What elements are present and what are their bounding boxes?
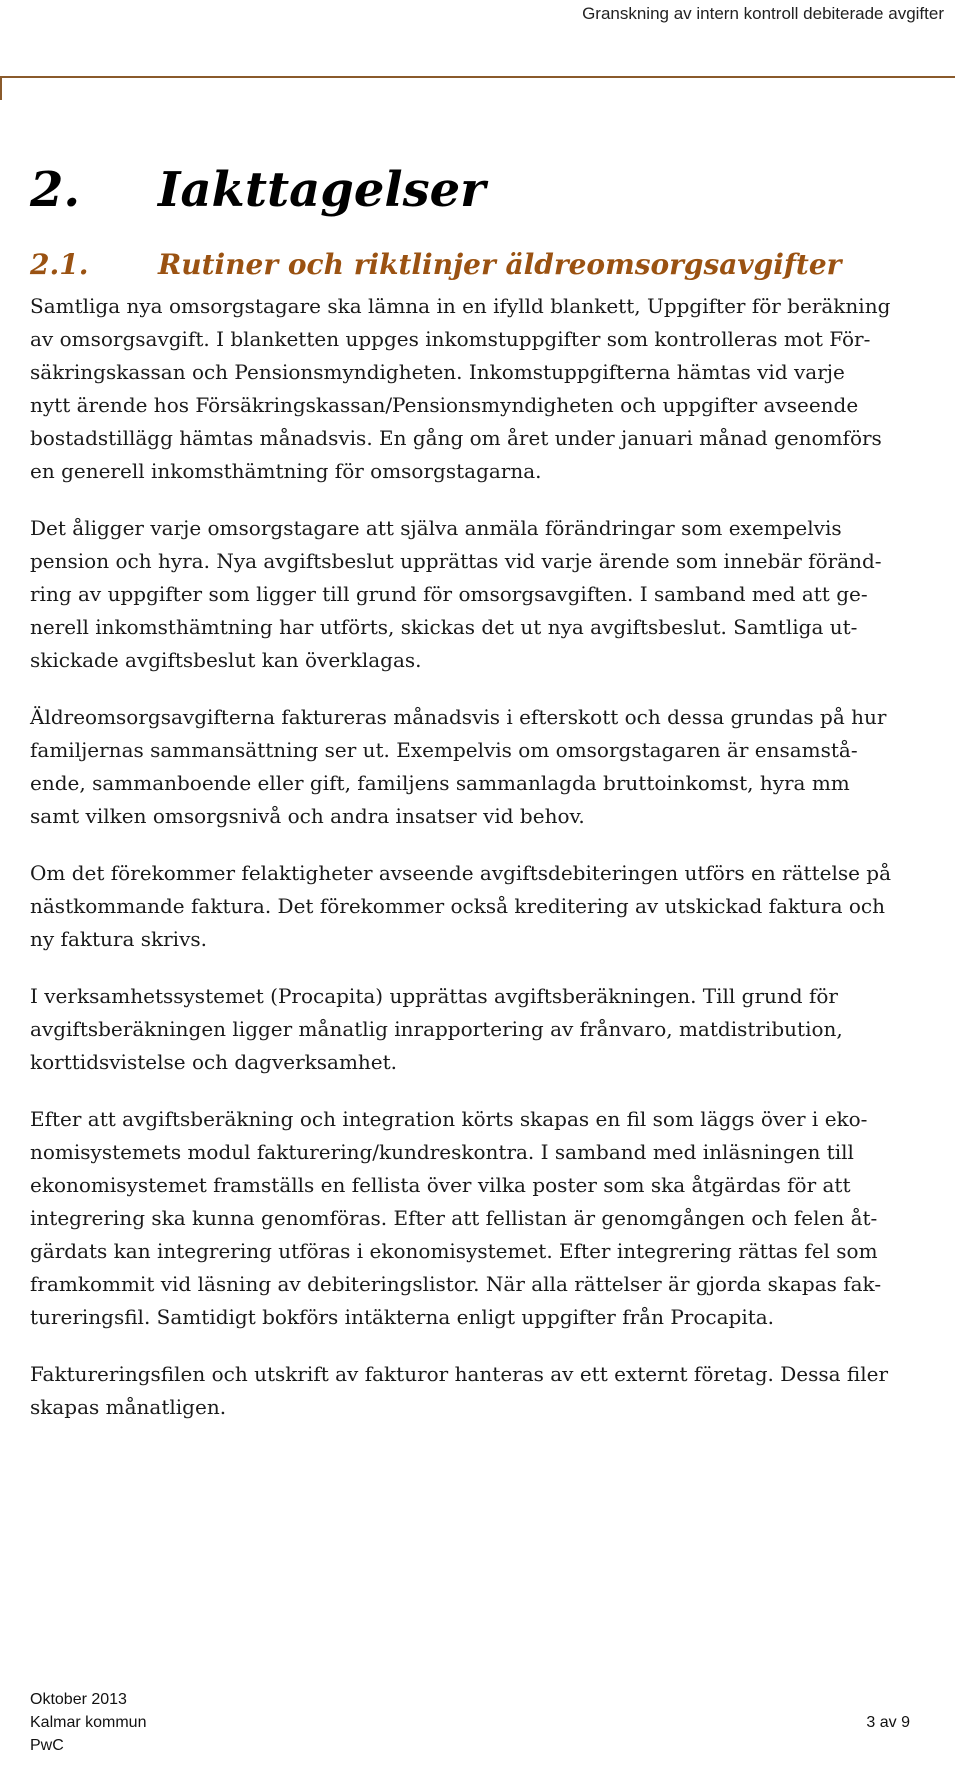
paragraph-line: korttidsvistelse och dagverksamhet.: [30, 1050, 398, 1074]
paragraph-line: ring av uppgifter som ligger till grund för omsorgsavgiften. I samband med att ge-: [30, 582, 868, 606]
chapter-number: 2.: [30, 162, 81, 218]
footer-firm: PwC: [30, 1737, 64, 1754]
paragraph-line: nästkommande faktura. Det förekommer också kreditering av utskickad faktura och: [30, 894, 886, 918]
paragraph: [30, 512, 948, 677]
paragraph-line: familjernas sammansättning ser ut. Exempelvis om omsorgstagaren är ensamstå-: [30, 738, 858, 762]
paragraph-line: ny faktura skrivs.: [30, 927, 208, 951]
page-footer: [30, 1688, 910, 1757]
paragraph-line: ekonomisystemet framställs en fellista över vilka poster som ska åtgärdas för att: [30, 1173, 851, 1197]
paragraph-line: pension och hyra. Nya avgiftsbeslut upprättas vid varje ärende som innebär föränd-: [30, 549, 882, 573]
paragraph: [30, 980, 948, 1079]
paragraph: [30, 1103, 948, 1334]
footer-organization: Kalmar kommun: [30, 1714, 147, 1731]
section-number: 2.1.: [30, 248, 89, 281]
paragraph-line: Om det förekommer felaktigheter avseende avgiftsdebiteringen utförs en rättelse på: [30, 861, 892, 885]
paragraph-line: Samtliga nya omsorgstagare ska lämna in en ifylld blankett, Uppgifter för beräkning: [30, 294, 891, 318]
page-number: 3 av 9: [866, 1714, 910, 1731]
paragraph-line: nytt ärende hos Försäkringskassan/Pensionsmyndigheten och uppgifter avseende: [30, 393, 859, 417]
paragraph-line: samt vilken omsorgsnivå och andra insatser vid behov.: [30, 804, 585, 828]
paragraph-line: Efter att avgiftsberäkning och integration körts skapas en fil som läggs över i eko-: [30, 1107, 868, 1131]
paragraph-line: gärdats kan integrering utföras i ekonomisystemet. Efter integrering rättas fel som: [30, 1239, 878, 1263]
header-rule-tick: [0, 76, 2, 100]
paragraph-line: tureringsfil. Samtidigt bokförs intäkterna enligt uppgifter från Procapita.: [30, 1305, 775, 1329]
paragraph-line: bostadstillägg hämtas månadsvis. En gång om året under januari månad genomförs: [30, 426, 882, 450]
paragraph-line: skapas månatligen.: [30, 1395, 227, 1419]
header-rule: [0, 76, 955, 78]
section-title-text: Rutiner och riktlinjer äldreomsorgsavgifter: [158, 248, 842, 281]
paragraph-line: nomisystemets modul fakturering/kundreskontra. I samband med inläsningen till: [30, 1140, 854, 1164]
paragraph-line: integrering ska kunna genomföras. Efter att fellistan är genomgången och felen åt-: [30, 1206, 878, 1230]
paragraph-line: en generell inkomsthämtning för omsorgstagarna.: [30, 459, 542, 483]
running-header: Granskning av intern kontroll debiterade avgifter: [582, 4, 944, 23]
paragraph-line: ende, sammanboende eller gift, familjens sammanlagda bruttoinkomst, hyra mm: [30, 771, 850, 795]
footer-date: Oktober 2013: [30, 1691, 127, 1708]
paragraph-line: Det åligger varje omsorgstagare att själva anmäla förändringar som exempelvis: [30, 516, 842, 540]
paragraph: [30, 701, 948, 833]
chapter-title: [30, 162, 485, 218]
paragraph-line: av omsorgsavgift. I blanketten uppges inkomstuppgifter som kontrolleras mot För-: [30, 327, 871, 351]
paragraph: [30, 857, 948, 956]
paragraph-line: framkommit vid läsning av debiteringslistor. När alla rättelser är gjorda skapas fak-: [30, 1272, 882, 1296]
paragraph: [30, 1358, 948, 1424]
chapter-title-text: Iakttagelser: [158, 162, 486, 218]
paragraph-line: I verksamhetssystemet (Procapita) upprättas avgiftsberäkningen. Till grund för: [30, 984, 838, 1008]
body-text: [30, 290, 948, 1448]
paragraph: [30, 290, 948, 488]
paragraph-line: avgiftsberäkningen ligger månatlig inrapportering av frånvaro, matdistribution,: [30, 1017, 843, 1041]
paragraph-line: Äldreomsorgsavgifterna faktureras månadsvis i efterskott och dessa grundas på hur: [30, 705, 887, 729]
paragraph-line: nerell inkomsthämtning har utförts, skickas det ut nya avgiftsbeslut. Samtliga ut-: [30, 615, 858, 639]
paragraph-line: säkringskassan och Pensionsmyndigheten. Inkomstuppgifterna hämtas vid varje: [30, 360, 845, 384]
paragraph-line: Faktureringsfilen och utskrift av fakturor hanteras av ett externt företag. Dessa filer: [30, 1362, 889, 1386]
paragraph-line: skickade avgiftsbeslut kan överklagas.: [30, 648, 422, 672]
section-title: [30, 248, 841, 281]
